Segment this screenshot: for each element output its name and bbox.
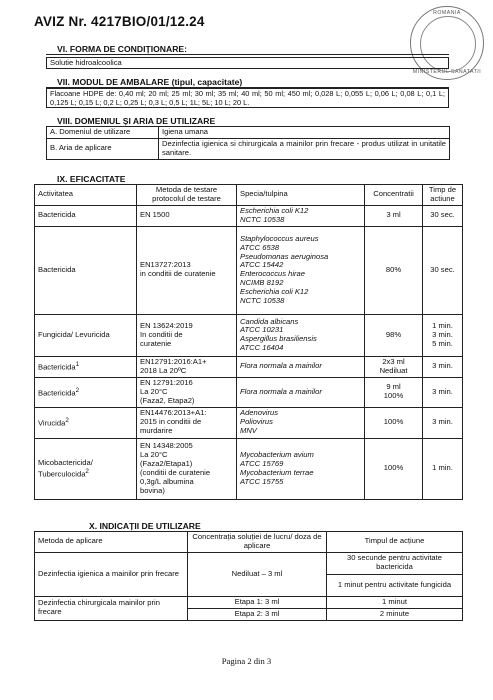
table-row: [35, 377, 463, 407]
concentration-line: 100%: [383, 463, 404, 473]
activity-name: Micobactericida/ Tuberculocida: [38, 457, 93, 479]
method-line: bovina): [140, 485, 165, 495]
method-line: EN13727:2013: [140, 260, 191, 270]
header-action-time: Timpul de acțiune: [327, 532, 463, 553]
species-cell: [237, 314, 365, 356]
method-line: 0,3g/L albumina: [140, 476, 194, 486]
species-line: Mycobacterium terrae: [240, 467, 314, 477]
action-time-cell: [423, 407, 463, 438]
concentration-line: 9 ml: [386, 382, 401, 392]
concentration-line: 100%: [383, 391, 404, 401]
usage-domain-value: Igiena umana: [159, 127, 450, 139]
species-line: Escherichia coli K12: [240, 287, 309, 297]
species-line: Flora normala a mainilor: [240, 386, 322, 396]
packaging-sizes-text: Flacoane HDPE de: 0,40 ml; 20 ml; 25 ml; 30 ml; 35 ml; 40 ml; 50 ml; 450 ml; 0,028 L; 0,055 L; 0,06 L; 0,08 L; 0,1 L; 0,125 L; 0,15 L; 0,2 L; 0,25 L; 0,3 L; 0,5 L; 1L; 5L; 10 L; 20 L.: [50, 89, 445, 107]
header-application-method: Metoda de aplicare: [35, 532, 188, 553]
table-row: [35, 596, 463, 608]
method-line: EN12791:2016:A1+: [140, 356, 207, 366]
species-line: Aspergillus brasiliensis: [240, 334, 317, 344]
stamp-bottom-text: MINISTERUL SANATATII: [412, 68, 482, 75]
species-line: NCTC 10538: [240, 296, 285, 306]
species-line: ATCC 15769: [240, 458, 284, 468]
section-9-heading: IX. EFICACITATE: [57, 174, 126, 184]
usage-domain-table: [46, 126, 450, 160]
activity-footnote-marker: 2: [85, 467, 89, 475]
species-line: MNV: [240, 426, 257, 436]
concentration-cell: [365, 356, 423, 377]
activity-cell: [35, 226, 137, 314]
species-cell: [237, 377, 365, 407]
efficacy-body: [35, 205, 463, 499]
action-time-line: 30 sec.: [430, 264, 455, 274]
method-cell: [137, 356, 237, 377]
species-line: NCIMB 8192: [240, 278, 284, 288]
species-line: Enterococcus hirae: [240, 269, 306, 279]
species-cell: [237, 356, 365, 377]
hygienic-dose: Nediluat – 3 ml: [188, 552, 327, 596]
method-line: EN 13624:2019: [140, 320, 193, 330]
action-time-line: 1 min.: [432, 320, 453, 330]
header-working-concentration: Concentrația soluției de lucru/ doza de aplicare: [188, 532, 327, 553]
usage-header-row: [35, 532, 463, 553]
concentration-cell: [365, 377, 423, 407]
species-cell: [237, 226, 365, 314]
method-cell: [137, 314, 237, 356]
activity-name: Bactericida: [38, 362, 76, 372]
page-number: Pagina 2 din 3: [221, 656, 272, 666]
table-row: [35, 314, 463, 356]
species-line: ATCC 16404: [240, 343, 284, 353]
method-cell: [137, 377, 237, 407]
species-line: Adenovirus: [240, 408, 278, 418]
activity-footnote-marker: 1: [75, 361, 80, 369]
application-area-value: Dezinfectia igienica si chirurgicala a mainilor prin frecare - produs utilizat in unitatile sanitare.: [159, 138, 450, 159]
section-6-value: [46, 57, 449, 69]
species-line: ATCC 6538: [240, 242, 280, 252]
action-time-cell: [423, 226, 463, 314]
section-7-value: [46, 88, 449, 108]
method-line: 2015 in conditii de: [140, 417, 202, 427]
hygienic-method: Dezinfectia igienica a mainilor prin frecare: [35, 552, 188, 596]
action-time-line: 3 min.: [432, 386, 453, 396]
method-line: EN 1500: [140, 210, 170, 220]
method-line: In conditii de: [140, 329, 183, 339]
table-row: [47, 138, 450, 159]
method-line: EN14476:2013+A1:: [140, 408, 207, 418]
table-row: [35, 205, 463, 226]
concentration-line: 98%: [385, 329, 402, 339]
method-line: (Faza2/Etapa1): [140, 458, 193, 468]
activity-name: Bactericida: [38, 388, 76, 398]
action-time-line: 30 sec.: [430, 210, 455, 220]
activity-name: Virucida: [38, 418, 66, 428]
concentration-line: 3 ml: [386, 210, 401, 220]
species-line: ATCC 15442: [240, 260, 284, 270]
surgical-dose-stage-2: Etapa 2: 3 ml: [188, 608, 327, 620]
species-line: Flora normala a mainilor: [240, 361, 322, 371]
method-line: murdarire: [140, 426, 173, 436]
species-cell: [237, 438, 365, 499]
section-10-heading: X. INDICAȚII DE UTILIZARE: [89, 521, 201, 531]
action-time-cell: [423, 438, 463, 499]
activity-cell: [35, 407, 137, 438]
action-time-line: 3 min.: [432, 329, 453, 339]
concentration-cell: [365, 226, 423, 314]
surgical-time-stage-2: 2 minute: [327, 608, 463, 620]
activity-footnote-marker: 2: [75, 386, 80, 394]
activity-name: Bactericida: [38, 264, 76, 274]
action-time-cell: [423, 314, 463, 356]
activity-cell: [35, 356, 137, 377]
activity-cell: [35, 377, 137, 407]
table-row: [47, 127, 450, 139]
action-time-line: 1 min.: [432, 463, 453, 473]
species-line: Pseudomonas aeruginosa: [240, 251, 329, 261]
activity-footnote-marker: 2: [65, 417, 69, 425]
method-cell: [137, 205, 237, 226]
species-cell: [237, 205, 365, 226]
method-line: La 20°C: [140, 449, 168, 459]
document-title: AVIZ Nr. 4217BIO/01/12.24: [34, 14, 205, 29]
concentration-line: Nediluat: [379, 365, 408, 375]
method-line: in conditii de curatenie: [140, 269, 216, 279]
concentration-cell: [365, 314, 423, 356]
activity-name: Bactericida: [38, 210, 76, 220]
species-line: Escherichia coli K12: [240, 205, 309, 215]
species-cell: [237, 407, 365, 438]
concentration-cell: [365, 205, 423, 226]
species-line: Staphylococcus aureus: [240, 233, 319, 243]
activity-cell: [35, 438, 137, 499]
header-activity: Activitatea: [35, 185, 137, 206]
method-cell: [137, 438, 237, 499]
method-line: EN 14348:2005: [140, 440, 193, 450]
concentration-line: 100%: [383, 417, 404, 427]
action-time-line: 3 min.: [432, 417, 453, 427]
header-method: Metoda de testare protocolul de testare: [137, 185, 237, 206]
method-line: (conditii de curatenie: [140, 467, 211, 477]
species-line: Candida albicans: [240, 316, 299, 326]
hygienic-time-bactericidal: 30 secunde pentru activitate bactericida: [327, 552, 463, 574]
packaging-form-text: Solutie hidroalcoolica: [50, 58, 122, 67]
table-row: [35, 356, 463, 377]
surgical-time-stage-1: 1 minut: [327, 596, 463, 608]
species-line: NCTC 10538: [240, 214, 285, 224]
species-line: Mycobacterium avium: [240, 449, 314, 459]
section-6-heading: VI. FORMA DE CONDIȚIONARE:: [57, 44, 188, 54]
hygienic-time-fungicidal: 1 minut pentru activitate fungicida: [327, 574, 463, 596]
efficacy-header-row: [35, 185, 463, 206]
action-time-cell: [423, 356, 463, 377]
concentration-cell: [365, 438, 423, 499]
section-7-heading: VII. MODUL DE AMBALARE (tipul, capacitate): [57, 77, 243, 87]
concentration-line: 80%: [385, 264, 402, 274]
table-row: [35, 438, 463, 499]
method-line: (Faza2, Etapa2): [140, 395, 195, 405]
usage-domain-label: A. Domeniul de utilizare: [47, 127, 159, 139]
method-line: EN 12791:2016: [140, 377, 193, 387]
stamp-top-text: ROMANIA: [433, 10, 461, 16]
method-cell: [137, 407, 237, 438]
activity-cell: [35, 314, 137, 356]
section-6-rule: [46, 54, 449, 55]
species-line: ATCC 10231: [240, 325, 284, 335]
surgical-method: Dezinfectia chirurgicala mainilor prin frecare: [35, 596, 188, 620]
efficacy-table: [34, 184, 463, 500]
section-8-heading: VIII. DOMENIUL ȘI ARIA DE UTILIZARE: [57, 116, 216, 126]
species-line: ATCC 15755: [240, 476, 284, 486]
usage-instructions-table: [34, 531, 463, 621]
header-action-time: Timp de actiune: [423, 185, 463, 206]
species-line: Poliovirus: [240, 417, 273, 427]
table-row: [35, 226, 463, 314]
method-cell: [137, 226, 237, 314]
activity-cell: [35, 205, 137, 226]
header-species: Specia/tulpina: [237, 185, 365, 206]
concentration-line: 2x3 ml: [382, 356, 405, 366]
surgical-dose-stage-1: Etapa 1: 3 ml: [188, 596, 327, 608]
method-line: La 20°C: [140, 386, 168, 396]
action-time-cell: [423, 205, 463, 226]
table-row: [35, 552, 463, 574]
action-time-line: 5 min.: [432, 338, 453, 348]
header-concentration: Concentratii: [365, 185, 423, 206]
action-time-cell: [423, 377, 463, 407]
concentration-cell: [365, 407, 423, 438]
method-line: curatenie: [140, 338, 172, 348]
table-row: [35, 407, 463, 438]
activity-name: Fungicida/ Levuricida: [38, 329, 110, 339]
application-area-label: B. Aria de aplicare: [47, 138, 159, 159]
action-time-line: 3 min.: [432, 361, 453, 371]
method-line: 2018 La 20ºC: [140, 365, 187, 375]
